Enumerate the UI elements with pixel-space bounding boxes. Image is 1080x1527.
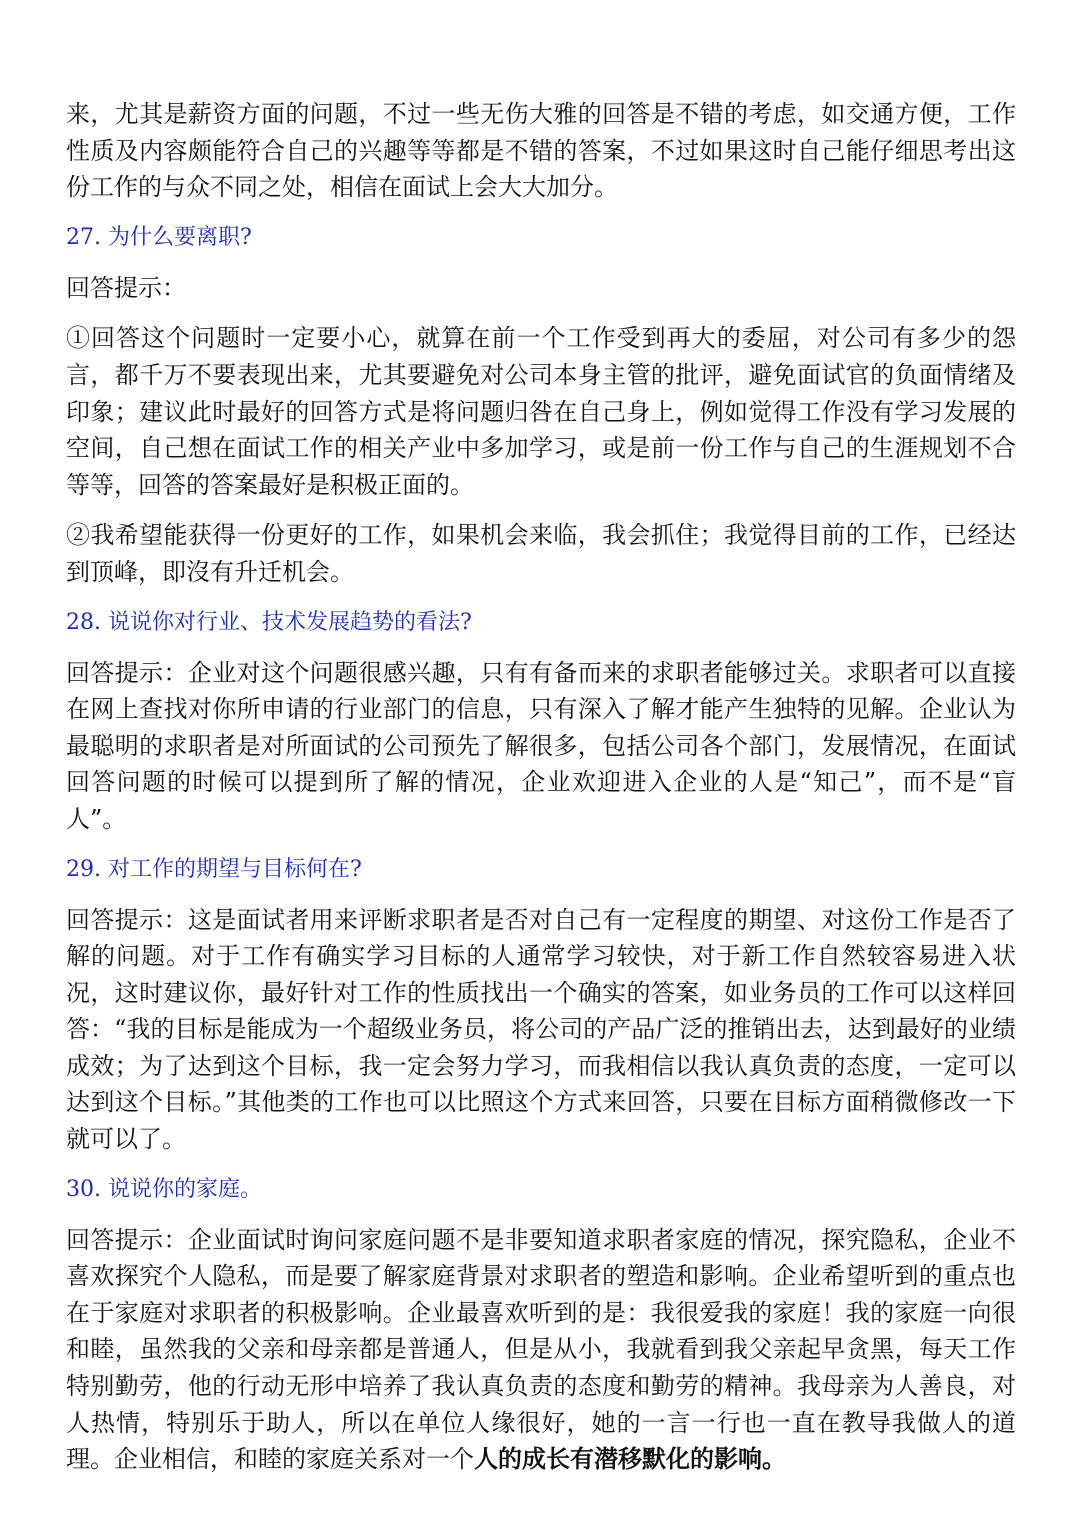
intro-paragraph: 来，尤其是薪资方面的问题，不过一些无伤大雅的回答是不错的考虑，如交通方便，工作性质及内容颇能符合自己的兴趣等等都是不错的答案，不过如果这时自己能仔细思考出这份工作的与众不同之处，相信在面试上会大大加分。 — [66, 100, 1016, 202]
question-29-answer: 回答提示：这是面试者用来评断求职者是否对自己有一定程度的期望、对这份工作是否了解的问题。对于工作有确实学习目标的人通常学习较快，对于新工作自然较容易进入状况，这时建议你，最好针对工作的性质找出一个确实的答案，如业务员的工作可以这样回答：“我的目标是能成为一个超级业务员，将公司的产品广泛的推销出去，达到最好的业绩成效；为了达到这个目标，我一定会努力学习，而我相信以我认真负责的态度，一定可以达到这个目标。”其他类的工作也可以比照这个方式来回答，只要在目标方面稍微修改一下就可以了。 — [66, 905, 1016, 1154]
question-30-heading: 30. 说说你的家庭。 — [66, 1176, 262, 1202]
question-27-answer-1: ①回答这个问题时一定要小心，就算在前一个工作受到再大的委屈，对公司有多少的怨言，都千万不要表现出来，尤其要避免对公司本身主管的批评，避免面试官的负面情绪及印象；建议此时最好的回答方式是将问题归咎在自己身上，例如觉得工作没有学习发展的空间，自己想在面试工作的相关产业中多加学习，或是前一份工作与自己的生涯规划不合等等，回答的答案最好是积极正面的。 — [66, 324, 1016, 499]
question-28-answer: 回答提示：企业对这个问题很感兴趣，只有有备而来的求职者能够过关。求职者可以直接在网上查找对你所申请的行业部门的信息，只有深入了解才能产生独特的见解。企业认为最聪明的求职者是对所面试的公司预先了解很多，包括公司各个部门，发展情况，在面试回答问题的时候可以提到所了解的情况，企业欢迎进入企业的人是“知己”，而不是“盲人”。 — [66, 658, 1016, 833]
document-page — [66, 96, 1016, 1492]
question-30-answer-text: 回答提示：企业面试时询问家庭问题不是非要知道求职者家庭的情况，探究隐私，企业不喜欢探究个人隐私，而是要了解家庭背景对求职者的塑造和影响。企业希望听到的重点也在于家庭对求职者的积极影响。企业最喜欢听到的是：我很爱我的家庭！我的家庭一向很和睦，虽然我的父亲和母亲都是普通人，但是从小，我就看到我父亲起早贪黑，每天工作特别勤劳，他的行动无形中培养了我认真负责的态度和勤劳的精神。我母亲为人善良，对人热情，特别乐于助人，所以在单位人缘很好，她的一言一行也一直在教导我做人的道理。企业相信，和睦的家庭关系对一个 — [66, 1225, 1016, 1474]
question-30-answer — [66, 1222, 1016, 1478]
question-29-heading: 29. 对工作的期望与目标何在? — [66, 856, 362, 882]
question-27-heading: 27. 为什么要离职? — [66, 224, 252, 250]
question-30-answer-bold: 人的成长有潜移默化的影响。 — [474, 1444, 786, 1474]
answer-hint-label: 回答提示： — [66, 273, 186, 302]
question-28-heading: 28. 说说你对行业、技术发展趋势的看法? — [66, 609, 472, 635]
question-27-answer-2: ②我希望能获得一份更好的工作，如果机会来临，我会抓住；我觉得目前的工作，已经达到顶峰，即沒有升迁机会。 — [66, 521, 1016, 586]
